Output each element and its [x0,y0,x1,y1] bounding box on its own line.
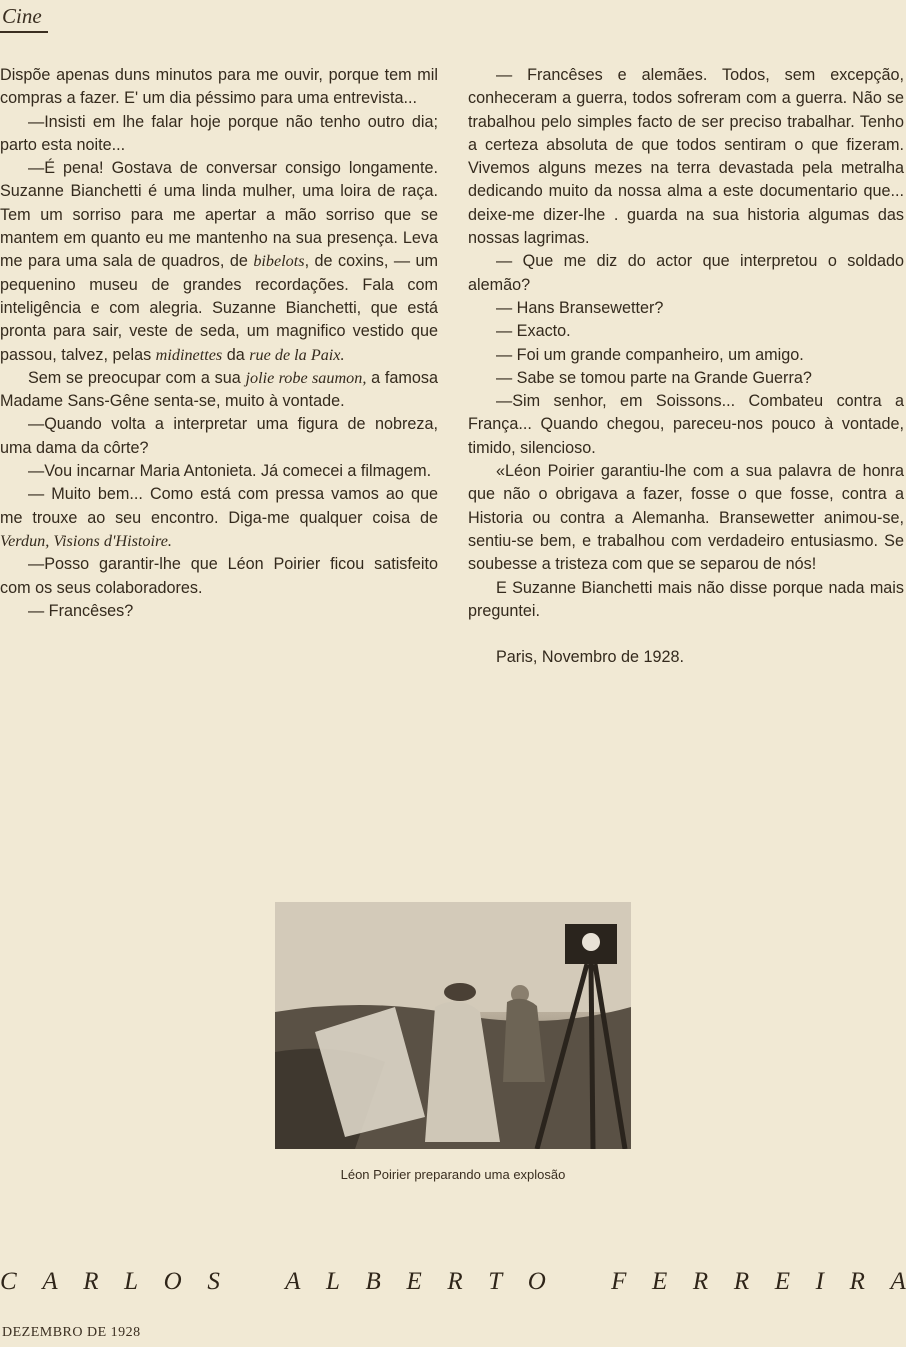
text-run: —É pena! Gostava de conversar consigo longamente. Suzanne Bianchetti é uma linda mulher, uma loira de raça. Tem um sorriso para me apertar a mão sorriso que se mantem em quanto eu me mantenho na sua presença. Leva me para uma sala de quadros, de [0,159,438,271]
text-run: —Quando volta a interpretar uma figura de nobreza, uma dama da côrte? [0,415,438,457]
text-run: Dispõe apenas duns minutos para me ouvir, porque tem mil compras a fazer. E' um dia péssimo para uma entrevista... [0,66,438,108]
author-letter: A [285,1268,301,1295]
text-run: — Foi um grande companheiro, um amigo. [496,345,804,364]
text-run: Paris, Novembro de 1928. [496,648,685,667]
author-letter: T [488,1268,503,1295]
photo-man-hat [444,983,476,1001]
author-letter: E [406,1268,422,1295]
paragraph [468,367,904,390]
paragraph [0,157,438,367]
paragraph [468,297,904,320]
paragraph [468,390,904,460]
author-letter: E [774,1268,790,1295]
italic-text: Verdun, Visions d'Histoire. [0,531,172,550]
film-still-photo [275,902,631,1149]
text-run: —Sim senhor, em Soissons... Combateu contra a França... Quando chegou, pareceu-nos pouco à vontade, timido, silencioso. [468,392,904,457]
paragraph [0,460,438,483]
text-run: , de coxins, — um pequenino museu de grandes recordações. Fala com inteligência e com alegria. Suzanne Bianchetti, que está pronta para sair, veste de seda, um magnifico vestido que passou, talvez, pelas [0,252,438,364]
text-run: — Que me diz do actor que interpretou o soldado alemão? [468,252,904,294]
paragraph [468,64,904,250]
section-title: Cine [2,4,42,28]
author-letter: R [849,1268,865,1295]
paragraph [468,250,904,297]
author-letter: R [692,1268,709,1295]
paragraph [468,320,904,343]
author-name [0,1268,906,1296]
author-letter: R [83,1268,99,1295]
author-letter: F [611,1268,627,1295]
author-letter: A [42,1268,58,1295]
photo-camera-reel [582,933,600,951]
author-letter: R [447,1268,463,1295]
text-run: da [222,345,250,364]
paragraph [0,553,438,600]
text-run: — Sabe se tomou parte na Grande Guerra? [496,368,812,387]
text-run: —Vou incarnar Maria Antonieta. Já comecei a filmagem. [28,462,432,481]
title-underline [0,31,48,33]
author-letter: L [326,1268,340,1295]
article-column-left [0,64,438,623]
author-letter: C [0,1268,17,1295]
italic-text: bibelots [253,252,305,271]
author-letter: E [652,1268,668,1295]
author-letter: L [124,1268,139,1295]
author-letter: O [527,1268,546,1295]
paragraph [0,111,438,158]
paragraph [468,577,904,624]
photo-illustration [275,902,631,1149]
text-run: —Insisti em lhe falar hoje porque não tenho outro dia; parto esta noite... [0,112,438,154]
author-letter: R [733,1268,750,1295]
article-column-right [468,64,904,669]
text-run: — Francêses e alemães. Todos, sem excepção, conheceram a guerra, todos sofreram com a guerra. Não se trabalhou pelo simples facto de ser preciso trabalhar. Tenho a certeza absoluta de que todos sentiram o que fizeram. Vivemos alguns mezes na terra devastada pela metralha dedicando muito da nossa alma a este documentario que... deixe-me dizer-lhe . guarda na sua historia algumas das nossas lagrimas. [468,66,904,248]
author-letter: O [163,1268,182,1295]
text-run: — Hans Bransewetter? [496,298,664,317]
author-letter: I [815,1268,824,1295]
author-letter: B [365,1268,381,1295]
photo-caption: Léon Poirier preparando uma explosão [340,1167,566,1182]
italic-text: rue de la Paix. [249,345,345,364]
text-run: Sem se preocupar com a sua [28,368,246,387]
text-run: — Exacto. [496,322,571,341]
text-run: — Muito bem... Como está com pressa vamos ao que me trouxe ao seu encontro. Diga-me qualquer coisa de [0,485,438,527]
text-run: —Posso garantir-lhe que Léon Poirier ficou satisfeito com os seus colaboradores. [0,555,438,597]
issue-date: DEZEMBRO DE 1928 [2,1325,141,1340]
photo-tripod-leg-2 [591,964,593,1149]
italic-text: jolie robe saumon, [245,368,367,387]
paragraph [0,600,438,623]
text-run: E Suzanne Bianchetti mais não disse porque nada mais preguntei. [468,578,904,620]
text-run: — Francêses? [28,601,134,620]
paragraph [0,413,438,460]
paragraph [0,483,438,553]
author-space [571,1268,585,1296]
text-run: «Léon Poirier garantiu-lhe com a sua palavra de honra que não o obrigava a fazer, fosse o que fosse, contra a Historia ou contra a Alemanha. Bransewetter animou-se, sentiu-se bem, e trabalhou com verdadeiro entusiasmo. Se soubesse a tristeza com que se separou de nós! [468,462,904,574]
paragraph [468,344,904,367]
paragraph [468,646,904,669]
author-space [245,1268,259,1296]
author-letter: S [207,1268,220,1295]
author-letter: A [890,1268,906,1295]
text-run: a famosa Madame Sans-Gêne senta-se, muito à vontade. [0,368,438,411]
italic-text: midinettes [155,345,223,364]
paragraph [0,64,438,111]
paragraph [0,367,438,414]
paragraph [468,460,904,576]
